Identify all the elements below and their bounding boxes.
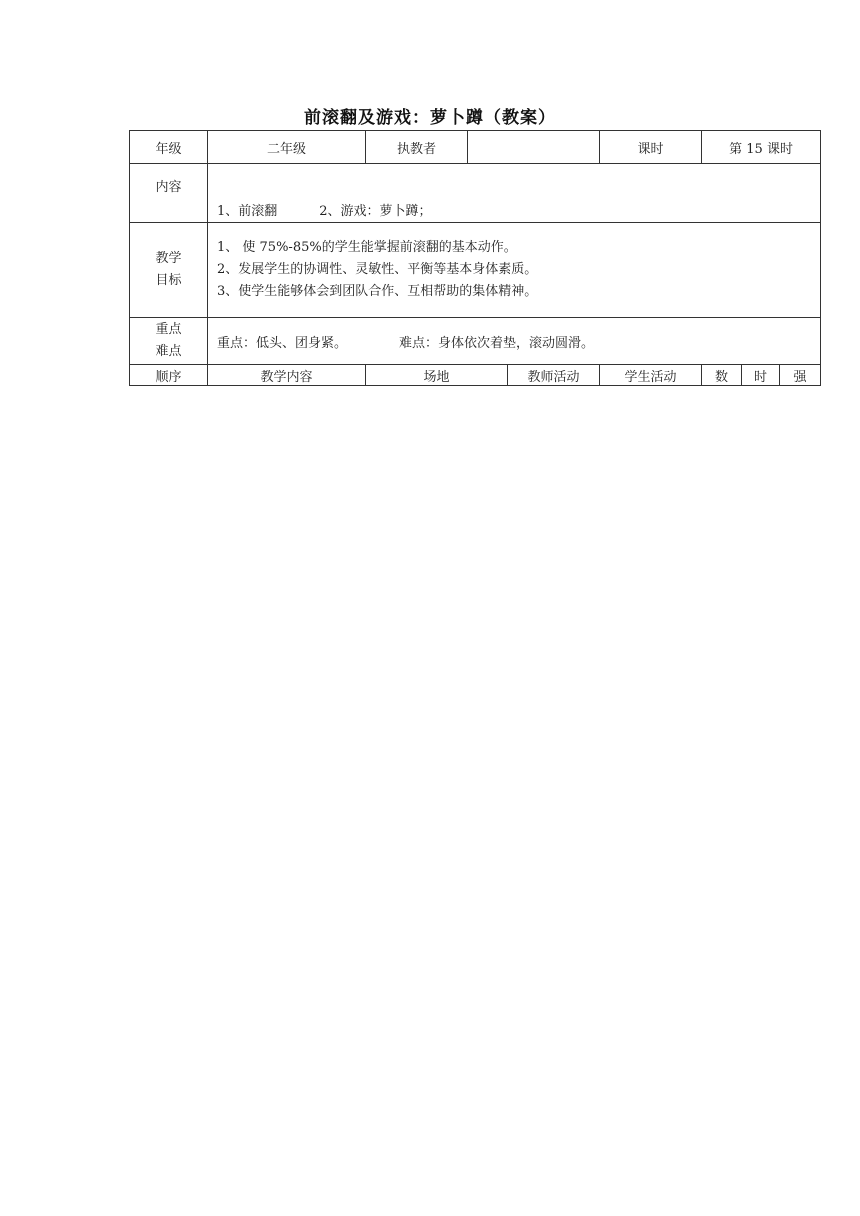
content-items [208, 164, 821, 223]
column-header-row [130, 365, 821, 386]
col-venue: 场地 [366, 365, 508, 386]
grade-value: 二年级 [208, 131, 366, 164]
content-item-2: 2、游戏：萝卜蹲； [319, 204, 432, 219]
grade-label: 年级 [130, 131, 208, 164]
header-row [130, 131, 821, 164]
period-value: 第 15 课时 [702, 131, 821, 164]
keypoints-text [208, 318, 821, 365]
col-teaching-content: 教学内容 [208, 365, 366, 386]
keypoints-label-line-1: 重点 [155, 322, 182, 337]
teacher-label: 执教者 [366, 131, 468, 164]
goal-line: 3、使学生能够体会到团队合作、互相帮助的集体精神。 [217, 284, 538, 299]
col-time: 时 [742, 365, 780, 386]
goals-label [130, 223, 208, 318]
content-row [130, 164, 821, 223]
lesson-plan-table [129, 130, 821, 386]
keypoints-label [130, 318, 208, 365]
goal-line: 1、 使 75%-85%的学生能掌握前滚翻的基本动作。 [217, 240, 517, 255]
col-order: 顺序 [130, 365, 208, 386]
goals-label-line-1: 教学 [155, 251, 182, 266]
goals-list [208, 223, 821, 318]
content-label: 内容 [130, 164, 208, 223]
document-title: 前滚翻及游戏：萝卜蹲（教案） [304, 108, 556, 128]
col-student-activity: 学生活动 [600, 365, 702, 386]
col-teacher-activity: 教师活动 [508, 365, 600, 386]
goal-line: 2、发展学生的协调性、灵敏性、平衡等基本身体素质。 [217, 262, 538, 277]
key-point: 重点：低头、团身紧。 [217, 335, 348, 351]
col-intensity: 强 [780, 365, 821, 386]
teacher-value [468, 131, 600, 164]
col-count: 数 [702, 365, 742, 386]
keypoints-label-line-2: 难点 [155, 344, 182, 359]
keypoints-row [130, 318, 821, 365]
difficulty-point: 难点：身体依次着垫，滚动圆滑。 [399, 335, 595, 351]
period-label: 课时 [600, 131, 702, 164]
goals-label-line-2: 目标 [155, 273, 182, 288]
goals-row [130, 223, 821, 318]
content-item-1: 1、前滚翻 [217, 204, 278, 219]
